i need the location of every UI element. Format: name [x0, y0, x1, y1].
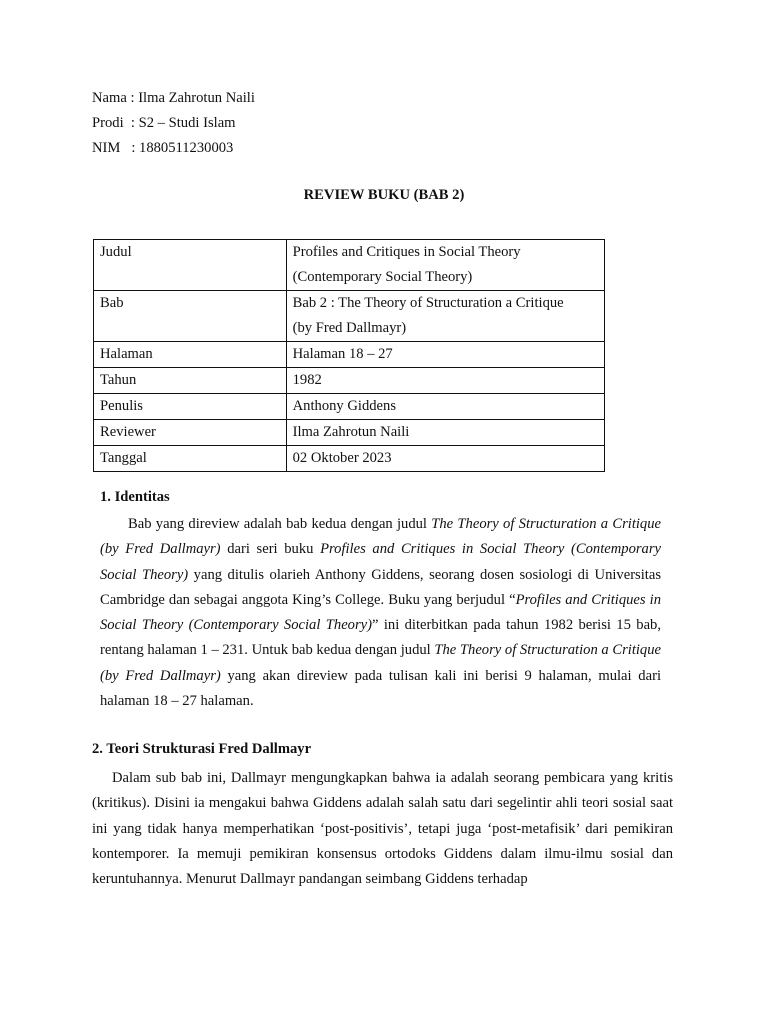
paragraph-text: yang ditulis olarieh Anthony Giddens, seorang dosen sosiologi di Universitas Cambridge dan sebagai anggota King’s College. Buku yang berjudul “: [100, 566, 661, 608]
row-value-line: (by Fred Dallmayr): [292, 320, 407, 336]
row-value-line: Bab 2 : The Theory of Structuration a Critique: [292, 295, 564, 311]
student-program: Prodi : S2 – Studi Islam: [92, 115, 236, 131]
table-row: [94, 342, 605, 368]
row-label: Tahun: [94, 368, 287, 394]
table-row: [94, 446, 605, 472]
paragraph-text: Bab yang direview adalah bab kedua dengan judul: [128, 516, 432, 532]
row-label: Penulis: [94, 394, 287, 420]
table-row: [94, 240, 605, 291]
row-label: Bab: [94, 291, 287, 342]
row-value-line: Profiles and Critiques in Social Theory: [292, 244, 521, 260]
section-2-heading: 2. Teori Strukturasi Fred Dallmayr: [92, 741, 312, 757]
section-2-paragraph: [92, 766, 673, 892]
row-value: [286, 240, 604, 291]
book-info-table: [93, 239, 605, 472]
row-value: 02 Oktober 2023: [286, 446, 604, 472]
paragraph-text: ” ini diterbitkan pada tahun 1982 berisi 15 bab, rentang halaman 1 – 231. Untuk bab kedua dengan judul: [100, 617, 661, 659]
table-row: [94, 394, 605, 420]
row-value: Halaman 18 – 27: [286, 342, 604, 368]
row-value: [286, 291, 604, 342]
student-identity: [92, 86, 255, 161]
row-value: 1982: [286, 368, 604, 394]
table-row: [94, 420, 605, 446]
row-value-line: (Contemporary Social Theory): [292, 269, 473, 285]
book-chapter-title: The Theory of Structuration a Critique (by Fred Dallmayr): [100, 642, 661, 684]
book-chapter-title: The Theory of Structuration a Critique (by Fred Dallmayr): [100, 516, 661, 558]
row-value: Anthony Giddens: [286, 394, 604, 420]
paragraph-text: yang akan direview pada tulisan kali ini berisi 9 halaman, mulai dari halaman 18 – 27 halaman.: [100, 667, 661, 710]
row-value: Ilma Zahrotun Naili: [286, 420, 604, 446]
table-row: [94, 368, 605, 394]
book-title: Profiles and Critiques in Social Theory (Contemporary Social Theory): [100, 541, 662, 583]
student-name: Nama : Ilma Zahrotun Naili: [92, 90, 255, 106]
paragraph-text: Dalam sub bab ini, Dallmayr mengungkapkan bahwa ia adalah seorang pembicara yang kritis (kritikus). Disini ia mengakui bahwa Giddens adalah salah satu dari segelintir ahli teori sosial saat ini yang tidak hanya memperhatikan ‘post-positivis’, tetapi juga ‘post-metafisik’ dari pemikiran kontemporer. Ia memuji pemikiran konsensus ortodoks Giddens dalam ilmu-ilmu sosial dan keruntuhannya. Menurut Dallmayr pandangan seimbang Giddens terhadap: [92, 770, 673, 888]
document-title: REVIEW BUKU (BAB 2): [303, 187, 465, 203]
row-label: Reviewer: [94, 420, 287, 446]
paragraph-text: dari seri buku: [220, 541, 321, 558]
row-label: Judul: [94, 240, 287, 291]
book-title: Profiles and Critiques in Social Theory (Contemporary Social Theory): [100, 591, 662, 634]
section-1-heading: 1. Identitas: [100, 489, 170, 505]
table-row: [94, 291, 605, 342]
row-label: Tanggal: [94, 446, 287, 472]
section-1-paragraph: [100, 512, 661, 714]
row-label: Halaman: [94, 342, 287, 368]
student-id: NIM : 1880511230003: [92, 140, 234, 156]
